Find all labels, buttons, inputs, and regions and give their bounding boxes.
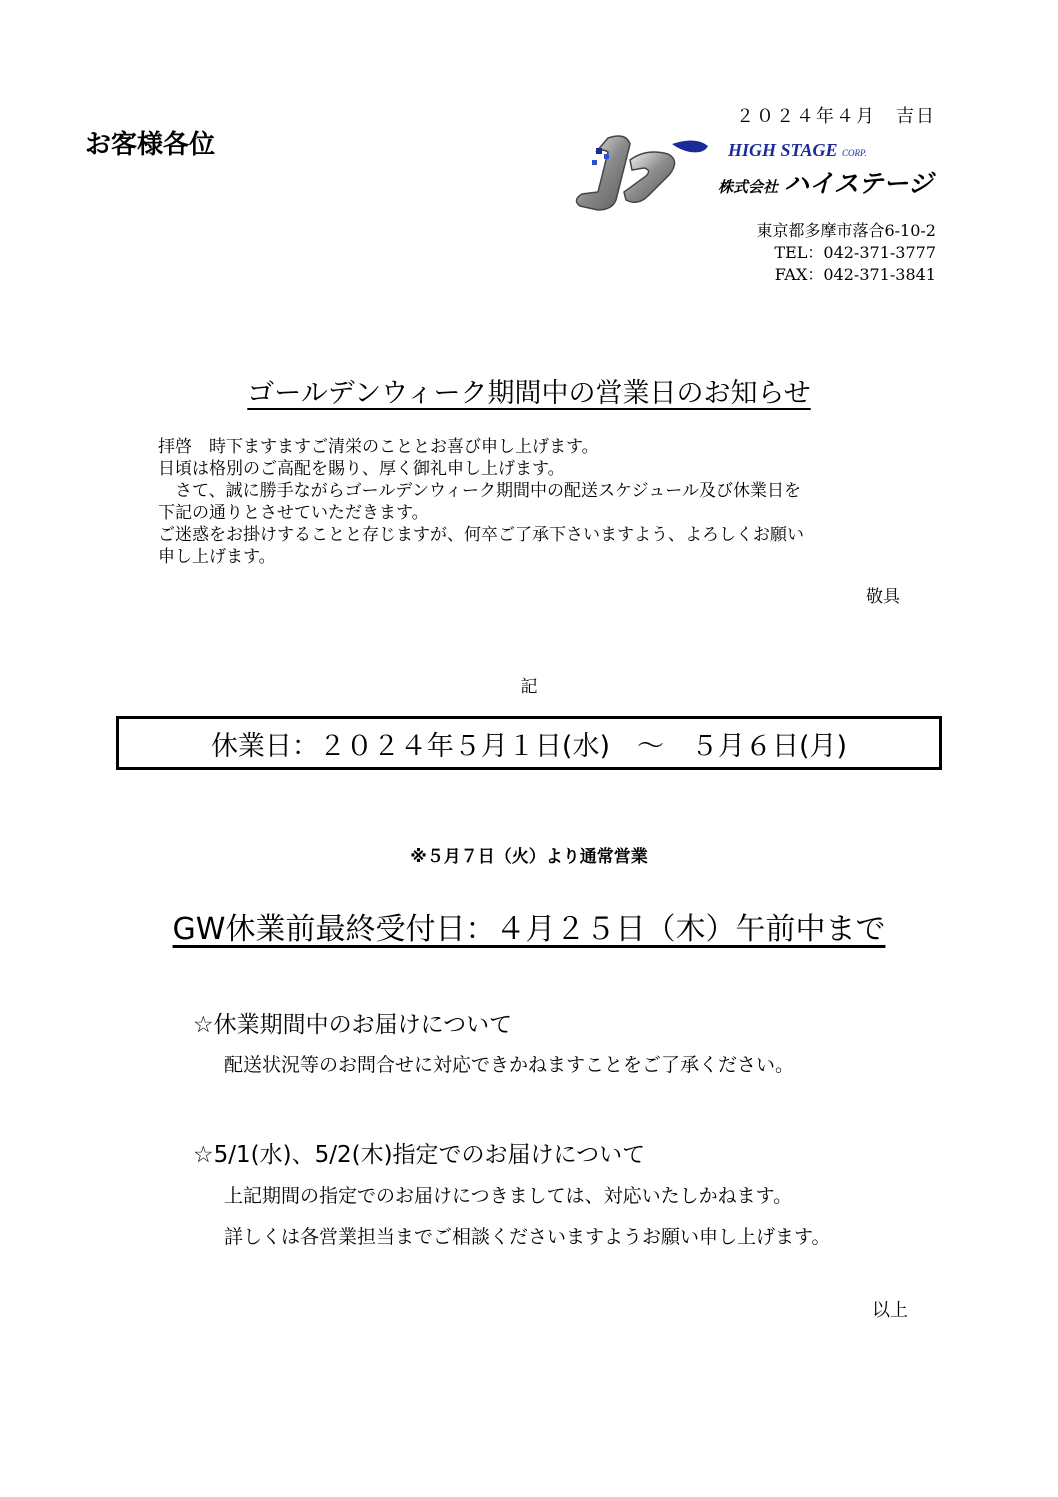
body-line: 下記の通りとさせていただきます。 [158,503,429,523]
company-fax: FAX：042-371-3841 [774,265,936,284]
closing-keigu: 敬具 [866,587,900,607]
section-text: 配送状況等のお問合せに対応できかねますことをご了承ください。 [224,1054,795,1076]
body-text [158,436,804,568]
section-text: 上記期間の指定でのお届けにつきましては、対応いたしかねます。 [224,1185,793,1207]
body-line: 申し上げます。 [158,547,276,567]
issue-date: ２０２４年４月 吉日 [736,106,936,127]
notice-title: ゴールデンウィーク期間中の営業日のお知らせ [247,378,811,409]
section-heading-specified-dates: ☆5/1(水)、5/2(木)指定でのお届けについて [193,1142,646,1168]
body-line: 日頃は格別のご高配を賜り、厚く御礼申し上げます。 [158,459,565,479]
body-line: さて、誠に勝手ながらゴールデンウィーク期間中の配送スケジュール及び休業日を [158,481,801,501]
company-tel: TEL：042-371-3777 [774,243,936,262]
end-mark: 以上 [872,1300,908,1321]
company-address: 東京都多摩市落合6-10-2 [756,221,936,240]
body-line: ご迷惑をお掛けすることと存じますが、何卒ご了承下さいますよう、よろしくお願い [158,525,804,545]
company-name-jp: 株式会社 ハイステージ [718,169,933,198]
company-name-en: HIGH STAGE CORP. [728,140,867,160]
logo-mark-icon [568,130,718,214]
ki-heading: 記 [520,677,538,697]
company-logo [568,130,938,214]
contact-block [756,220,936,286]
closure-period-box [116,716,942,770]
order-deadline: GW休業前最終受付日：４月２５日（木）午前中まで [172,912,886,947]
body-line: 拝啓 時下ますますご清栄のこととお喜び申し上げます。 [158,437,599,457]
section-heading-delivery: ☆休業期間中のお届けについて [193,1012,513,1038]
section-text: 詳しくは各営業担当までご相談くださいますようお願い申し上げます。 [224,1226,831,1248]
closure-period: 休業日：２０２４年５月１日(水) ～ ５月６日(月) [210,730,848,762]
resume-note: ※５月７日（火）より通常営業 [410,847,648,867]
addressee: お客様各位 [85,130,216,160]
